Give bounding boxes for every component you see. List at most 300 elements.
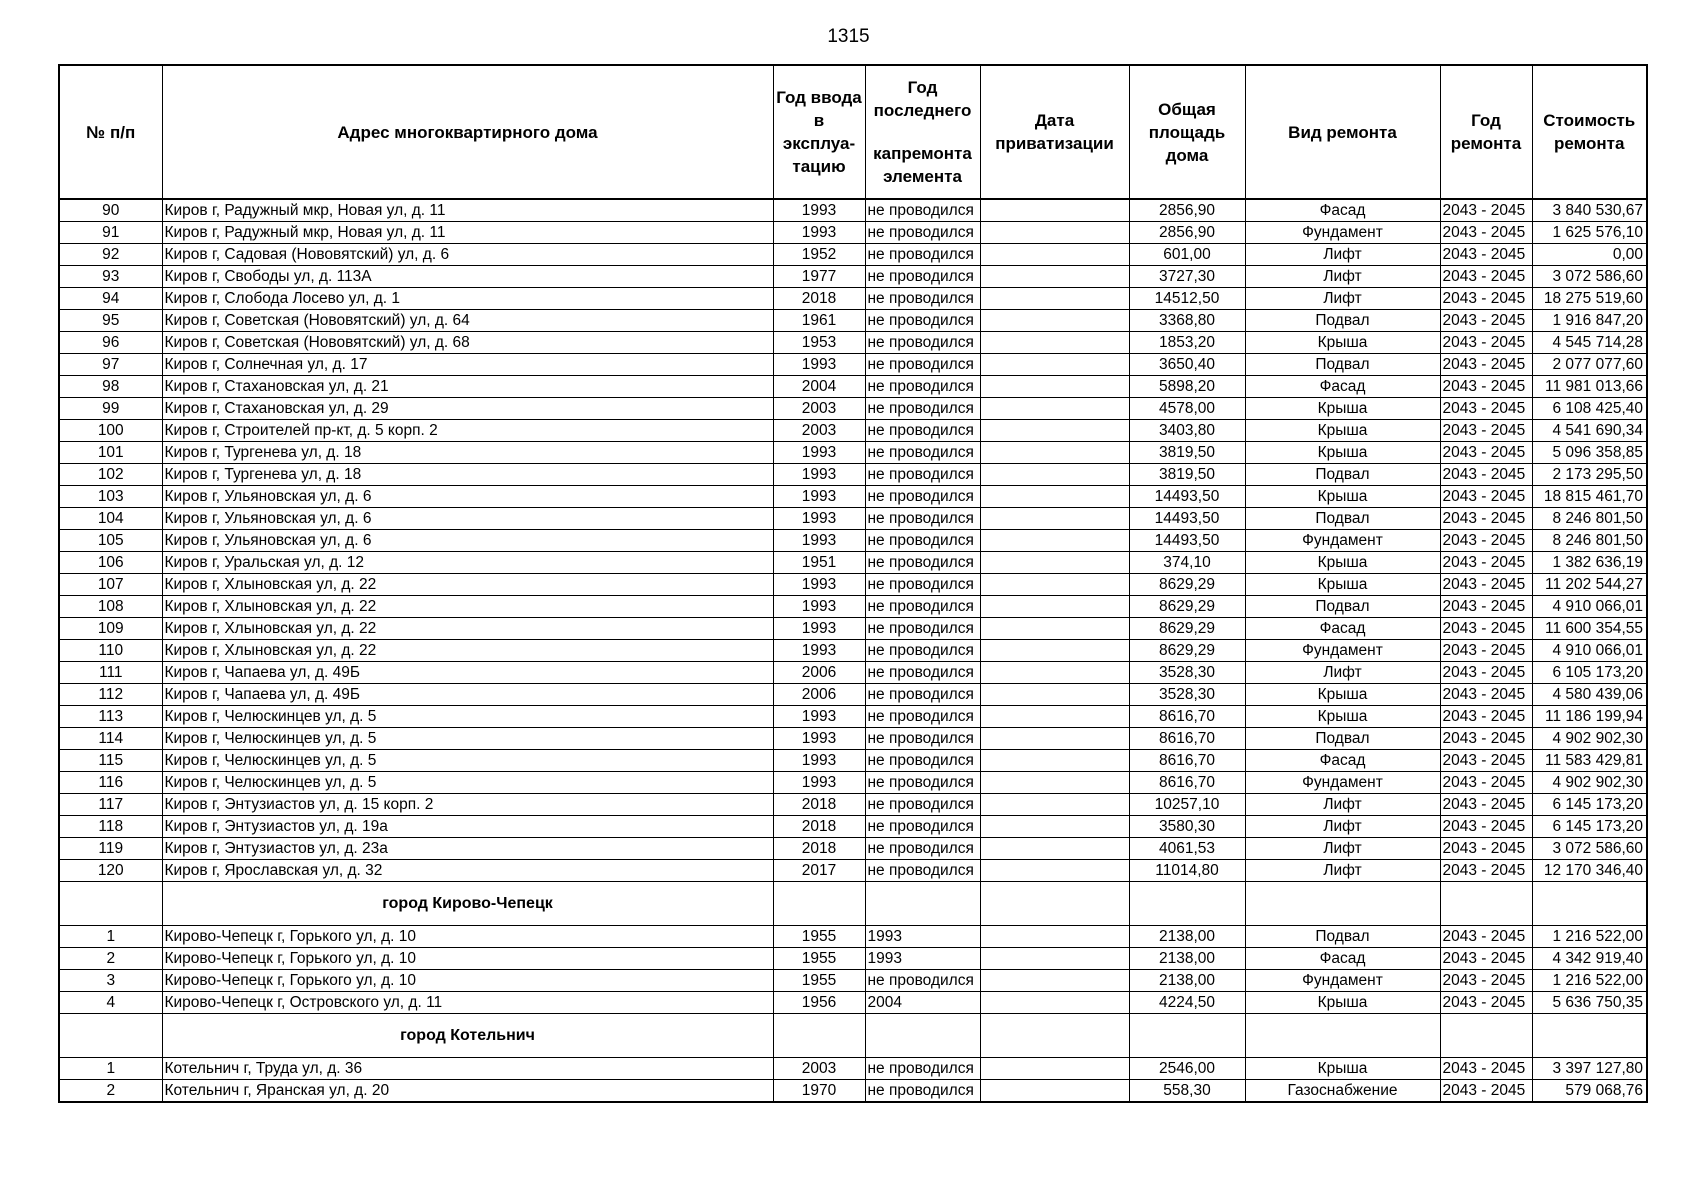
- cell-repair-period: 2043 - 2045: [1440, 310, 1532, 332]
- cell-repair-cost: 18 275 519,60: [1532, 288, 1647, 310]
- cell-address: Киров г, Радужный мкр, Новая ул, д. 11: [162, 199, 773, 222]
- cell-repair-period: 2043 - 2045: [1440, 574, 1532, 596]
- cell-num: 92: [59, 244, 162, 266]
- cell-num: 97: [59, 354, 162, 376]
- cell-repair-cost: 3 072 586,60: [1532, 838, 1647, 860]
- table-row: [59, 838, 1647, 860]
- empty-cell: [59, 1014, 162, 1058]
- cell-repair-cost: 4 580 439,06: [1532, 684, 1647, 706]
- cell-last-repair: не проводился: [865, 464, 980, 486]
- cell-repair-cost: 0,00: [1532, 244, 1647, 266]
- cell-total-area: 4224,50: [1129, 992, 1245, 1014]
- cell-last-repair: не проводился: [865, 442, 980, 464]
- empty-cell: [59, 882, 162, 926]
- cell-privatization-date: [980, 948, 1129, 970]
- cell-repair-type: Лифт: [1245, 838, 1440, 860]
- cell-privatization-date: [980, 640, 1129, 662]
- cell-year-commission: 1993: [773, 772, 865, 794]
- cell-total-area: 558,30: [1129, 1080, 1245, 1103]
- cell-repair-type: Лифт: [1245, 860, 1440, 882]
- table-row: [59, 288, 1647, 310]
- cell-repair-period: 2043 - 2045: [1440, 199, 1532, 222]
- cell-total-area: 3819,50: [1129, 464, 1245, 486]
- cell-repair-period: 2043 - 2045: [1440, 420, 1532, 442]
- cell-num: 120: [59, 860, 162, 882]
- header-repair-year: Год ремонта: [1440, 65, 1532, 199]
- cell-last-repair: не проводился: [865, 728, 980, 750]
- cell-year-commission: 1955: [773, 970, 865, 992]
- cell-address: Киров г, Садовая (Нововятский) ул, д. 6: [162, 244, 773, 266]
- cell-total-area: 2138,00: [1129, 948, 1245, 970]
- cell-repair-period: 2043 - 2045: [1440, 288, 1532, 310]
- cell-last-repair: не проводился: [865, 266, 980, 288]
- cell-repair-type: Крыша: [1245, 420, 1440, 442]
- header-repair-type: Вид ремонта: [1245, 65, 1440, 199]
- table-row: [59, 948, 1647, 970]
- cell-num: 95: [59, 310, 162, 332]
- table-row: [59, 618, 1647, 640]
- section-title: город Котельнич: [162, 1014, 773, 1058]
- empty-cell: [1245, 1014, 1440, 1058]
- cell-address: Киров г, Хлыновская ул, д. 22: [162, 574, 773, 596]
- cell-repair-type: Фундамент: [1245, 222, 1440, 244]
- header-year-last-repair-bottom: капремонта элемента: [873, 144, 972, 186]
- cell-repair-period: 2043 - 2045: [1440, 244, 1532, 266]
- cell-last-repair: не проводился: [865, 486, 980, 508]
- cell-repair-cost: 4 342 919,40: [1532, 948, 1647, 970]
- cell-num: 100: [59, 420, 162, 442]
- cell-last-repair: не проводился: [865, 838, 980, 860]
- cell-privatization-date: [980, 706, 1129, 728]
- cell-total-area: 5898,20: [1129, 376, 1245, 398]
- table-row: [59, 464, 1647, 486]
- header-address: Адрес многоквартирного дома: [162, 65, 773, 199]
- cell-repair-type: Крыша: [1245, 684, 1440, 706]
- cell-year-commission: 1993: [773, 618, 865, 640]
- table-row: [59, 794, 1647, 816]
- page-number: 1315: [827, 26, 870, 47]
- cell-repair-cost: 3 072 586,60: [1532, 266, 1647, 288]
- cell-repair-period: 2043 - 2045: [1440, 992, 1532, 1014]
- header-privatization-date: Дата приватизации: [980, 65, 1129, 199]
- cell-num: 113: [59, 706, 162, 728]
- cell-repair-type: Фундамент: [1245, 970, 1440, 992]
- cell-repair-type: Фасад: [1245, 750, 1440, 772]
- cell-repair-period: 2043 - 2045: [1440, 948, 1532, 970]
- cell-address: Котельнич г, Труда ул, д. 36: [162, 1058, 773, 1080]
- empty-cell: [1440, 882, 1532, 926]
- cell-num: 1: [59, 1058, 162, 1080]
- cell-num: 90: [59, 199, 162, 222]
- cell-repair-period: 2043 - 2045: [1440, 486, 1532, 508]
- cell-num: 103: [59, 486, 162, 508]
- cell-repair-period: 2043 - 2045: [1440, 552, 1532, 574]
- cell-total-area: 8616,70: [1129, 706, 1245, 728]
- cell-privatization-date: [980, 332, 1129, 354]
- cell-repair-cost: 6 105 173,20: [1532, 662, 1647, 684]
- cell-num: 116: [59, 772, 162, 794]
- cell-total-area: 3580,30: [1129, 816, 1245, 838]
- cell-repair-cost: 1 216 522,00: [1532, 926, 1647, 948]
- cell-repair-cost: 2 173 295,50: [1532, 464, 1647, 486]
- cell-num: 4: [59, 992, 162, 1014]
- table-row: [59, 244, 1647, 266]
- cell-total-area: 4061,53: [1129, 838, 1245, 860]
- cell-address: Киров г, Челюскинцев ул, д. 5: [162, 706, 773, 728]
- cell-last-repair: не проводился: [865, 640, 980, 662]
- cell-privatization-date: [980, 508, 1129, 530]
- cell-year-commission: 1993: [773, 354, 865, 376]
- cell-repair-type: Фундамент: [1245, 530, 1440, 552]
- cell-repair-period: 2043 - 2045: [1440, 772, 1532, 794]
- cell-privatization-date: [980, 992, 1129, 1014]
- cell-total-area: 8616,70: [1129, 772, 1245, 794]
- cell-address: Кирово-Чепецк г, Горького ул, д. 10: [162, 926, 773, 948]
- cell-total-area: 14493,50: [1129, 486, 1245, 508]
- cell-year-commission: 2018: [773, 816, 865, 838]
- cell-total-area: 11014,80: [1129, 860, 1245, 882]
- cell-repair-period: 2043 - 2045: [1440, 266, 1532, 288]
- table-row: [59, 926, 1647, 948]
- empty-cell: [980, 1014, 1129, 1058]
- cell-repair-period: 2043 - 2045: [1440, 860, 1532, 882]
- table-row: [59, 970, 1647, 992]
- cell-year-commission: 1951: [773, 552, 865, 574]
- cell-last-repair: 1993: [865, 948, 980, 970]
- cell-repair-cost: 6 145 173,20: [1532, 816, 1647, 838]
- table-row: [59, 728, 1647, 750]
- cell-year-commission: 1993: [773, 222, 865, 244]
- empty-cell: [773, 1014, 865, 1058]
- cell-repair-type: Лифт: [1245, 266, 1440, 288]
- cell-last-repair: не проводился: [865, 750, 980, 772]
- table-row: [59, 508, 1647, 530]
- header-repair-cost: Стоимость ремонта: [1532, 65, 1647, 199]
- cell-year-commission: 2018: [773, 288, 865, 310]
- cell-repair-cost: 1 216 522,00: [1532, 970, 1647, 992]
- cell-repair-type: Фасад: [1245, 199, 1440, 222]
- cell-repair-type: Подвал: [1245, 926, 1440, 948]
- cell-total-area: 8629,29: [1129, 596, 1245, 618]
- table-row: [59, 662, 1647, 684]
- cell-repair-cost: 11 583 429,81: [1532, 750, 1647, 772]
- cell-total-area: 374,10: [1129, 552, 1245, 574]
- cell-repair-type: Подвал: [1245, 354, 1440, 376]
- header-year-commission: Год ввода в эксплуа-тацию: [773, 65, 865, 199]
- cell-year-commission: 1952: [773, 244, 865, 266]
- table-row: [59, 442, 1647, 464]
- cell-num: 98: [59, 376, 162, 398]
- cell-num: 117: [59, 794, 162, 816]
- cell-repair-period: 2043 - 2045: [1440, 728, 1532, 750]
- cell-privatization-date: [980, 684, 1129, 706]
- cell-num: 3: [59, 970, 162, 992]
- cell-num: 111: [59, 662, 162, 684]
- cell-repair-cost: 11 600 354,55: [1532, 618, 1647, 640]
- cell-repair-cost: 6 145 173,20: [1532, 794, 1647, 816]
- cell-repair-type: Лифт: [1245, 288, 1440, 310]
- cell-repair-cost: 2 077 077,60: [1532, 354, 1647, 376]
- table-row: [59, 772, 1647, 794]
- cell-repair-period: 2043 - 2045: [1440, 816, 1532, 838]
- cell-privatization-date: [980, 464, 1129, 486]
- cell-year-commission: 2003: [773, 398, 865, 420]
- cell-repair-type: Фасад: [1245, 948, 1440, 970]
- cell-year-commission: 1993: [773, 508, 865, 530]
- cell-repair-type: Подвал: [1245, 508, 1440, 530]
- cell-last-repair: не проводился: [865, 420, 980, 442]
- cell-last-repair: 2004: [865, 992, 980, 1014]
- cell-year-commission: 1993: [773, 574, 865, 596]
- cell-repair-type: Крыша: [1245, 486, 1440, 508]
- cell-total-area: 3819,50: [1129, 442, 1245, 464]
- header-year-last-repair: [865, 65, 980, 199]
- cell-privatization-date: [980, 266, 1129, 288]
- cell-repair-type: Фасад: [1245, 618, 1440, 640]
- cell-year-commission: 1993: [773, 486, 865, 508]
- cell-total-area: 8629,29: [1129, 618, 1245, 640]
- cell-total-area: 4578,00: [1129, 398, 1245, 420]
- section-header-row: [59, 1014, 1647, 1058]
- cell-year-commission: 1956: [773, 992, 865, 1014]
- cell-address: Киров г, Челюскинцев ул, д. 5: [162, 728, 773, 750]
- cell-privatization-date: [980, 552, 1129, 574]
- cell-repair-cost: 5 096 358,85: [1532, 442, 1647, 464]
- cell-address: Кирово-Чепецк г, Горького ул, д. 10: [162, 970, 773, 992]
- cell-repair-period: 2043 - 2045: [1440, 1058, 1532, 1080]
- cell-last-repair: не проводился: [865, 684, 980, 706]
- cell-year-commission: 1953: [773, 332, 865, 354]
- cell-total-area: 8629,29: [1129, 640, 1245, 662]
- cell-repair-type: Подвал: [1245, 310, 1440, 332]
- cell-privatization-date: [980, 970, 1129, 992]
- cell-repair-type: Крыша: [1245, 398, 1440, 420]
- cell-repair-type: Лифт: [1245, 244, 1440, 266]
- cell-last-repair: не проводился: [865, 772, 980, 794]
- cell-repair-cost: 1 916 847,20: [1532, 310, 1647, 332]
- cell-num: 96: [59, 332, 162, 354]
- cell-repair-period: 2043 - 2045: [1440, 970, 1532, 992]
- table-row: [59, 640, 1647, 662]
- cell-privatization-date: [980, 222, 1129, 244]
- table-row: [59, 376, 1647, 398]
- cell-privatization-date: [980, 662, 1129, 684]
- cell-repair-cost: 6 108 425,40: [1532, 398, 1647, 420]
- cell-year-commission: 1970: [773, 1080, 865, 1103]
- cell-repair-type: Фундамент: [1245, 772, 1440, 794]
- cell-repair-type: Подвал: [1245, 728, 1440, 750]
- cell-repair-period: 2043 - 2045: [1440, 750, 1532, 772]
- cell-year-commission: 1993: [773, 199, 865, 222]
- cell-address: Киров г, Ульяновская ул, д. 6: [162, 530, 773, 552]
- table-row: [59, 992, 1647, 1014]
- cell-repair-cost: 4 545 714,28: [1532, 332, 1647, 354]
- table-row: [59, 420, 1647, 442]
- header-num: № п/п: [59, 65, 162, 199]
- cell-repair-period: 2043 - 2045: [1440, 838, 1532, 860]
- cell-repair-type: Крыша: [1245, 574, 1440, 596]
- cell-repair-cost: 4 910 066,01: [1532, 640, 1647, 662]
- section-header-row: [59, 882, 1647, 926]
- cell-repair-period: 2043 - 2045: [1440, 662, 1532, 684]
- cell-last-repair: не проводился: [865, 199, 980, 222]
- cell-last-repair: не проводился: [865, 244, 980, 266]
- cell-num: 1: [59, 926, 162, 948]
- cell-total-area: 3727,30: [1129, 266, 1245, 288]
- cell-repair-cost: 11 186 199,94: [1532, 706, 1647, 728]
- cell-repair-period: 2043 - 2045: [1440, 332, 1532, 354]
- cell-repair-period: 2043 - 2045: [1440, 618, 1532, 640]
- cell-total-area: 2856,90: [1129, 199, 1245, 222]
- cell-address: Киров г, Тургенева ул, д. 18: [162, 442, 773, 464]
- cell-repair-type: Газоснабжение: [1245, 1080, 1440, 1103]
- cell-last-repair: не проводился: [865, 530, 980, 552]
- cell-num: 118: [59, 816, 162, 838]
- cell-repair-cost: 3 397 127,80: [1532, 1058, 1647, 1080]
- cell-last-repair: не проводился: [865, 574, 980, 596]
- cell-num: 101: [59, 442, 162, 464]
- cell-total-area: 14512,50: [1129, 288, 1245, 310]
- cell-address: Киров г, Советская (Нововятский) ул, д. 68: [162, 332, 773, 354]
- cell-repair-period: 2043 - 2045: [1440, 442, 1532, 464]
- cell-repair-period: 2043 - 2045: [1440, 684, 1532, 706]
- empty-cell: [865, 882, 980, 926]
- cell-num: 119: [59, 838, 162, 860]
- cell-repair-cost: 1 625 576,10: [1532, 222, 1647, 244]
- cell-num: 105: [59, 530, 162, 552]
- cell-repair-type: Крыша: [1245, 706, 1440, 728]
- cell-num: 93: [59, 266, 162, 288]
- cell-repair-cost: 4 541 690,34: [1532, 420, 1647, 442]
- cell-last-repair: не проводился: [865, 662, 980, 684]
- cell-address: Киров г, Чапаева ул, д. 49Б: [162, 684, 773, 706]
- cell-privatization-date: [980, 199, 1129, 222]
- cell-year-commission: 1993: [773, 464, 865, 486]
- cell-year-commission: 1955: [773, 926, 865, 948]
- table-row: [59, 310, 1647, 332]
- cell-repair-type: Лифт: [1245, 662, 1440, 684]
- cell-total-area: 3403,80: [1129, 420, 1245, 442]
- cell-num: 106: [59, 552, 162, 574]
- cell-total-area: 3650,40: [1129, 354, 1245, 376]
- cell-year-commission: 2017: [773, 860, 865, 882]
- cell-address: Киров г, Ульяновская ул, д. 6: [162, 486, 773, 508]
- cell-total-area: 2138,00: [1129, 970, 1245, 992]
- empty-cell: [980, 882, 1129, 926]
- cell-address: Киров г, Слобода Лосево ул, д. 1: [162, 288, 773, 310]
- header-row: [59, 65, 1647, 199]
- cell-repair-period: 2043 - 2045: [1440, 640, 1532, 662]
- cell-privatization-date: [980, 1058, 1129, 1080]
- table-row: [59, 398, 1647, 420]
- cell-year-commission: 2004: [773, 376, 865, 398]
- cell-address: Киров г, Солнечная ул, д. 17: [162, 354, 773, 376]
- cell-num: 2: [59, 1080, 162, 1103]
- cell-total-area: 601,00: [1129, 244, 1245, 266]
- cell-repair-period: 2043 - 2045: [1440, 794, 1532, 816]
- empty-cell: [1532, 1014, 1647, 1058]
- cell-last-repair: не проводился: [865, 860, 980, 882]
- table-row: [59, 332, 1647, 354]
- table-row: [59, 750, 1647, 772]
- cell-total-area: 2546,00: [1129, 1058, 1245, 1080]
- empty-cell: [1532, 882, 1647, 926]
- cell-last-repair: не проводился: [865, 1080, 980, 1103]
- cell-repair-period: 2043 - 2045: [1440, 464, 1532, 486]
- cell-repair-type: Крыша: [1245, 552, 1440, 574]
- cell-total-area: 8616,70: [1129, 750, 1245, 772]
- table-row: [59, 706, 1647, 728]
- cell-num: 102: [59, 464, 162, 486]
- cell-year-commission: 1993: [773, 640, 865, 662]
- cell-total-area: 2138,00: [1129, 926, 1245, 948]
- cell-address: Киров г, Ульяновская ул, д. 6: [162, 508, 773, 530]
- cell-repair-period: 2043 - 2045: [1440, 926, 1532, 948]
- cell-repair-period: 2043 - 2045: [1440, 354, 1532, 376]
- cell-privatization-date: [980, 244, 1129, 266]
- cell-year-commission: 1993: [773, 530, 865, 552]
- cell-privatization-date: [980, 1080, 1129, 1103]
- table-row: [59, 266, 1647, 288]
- cell-repair-cost: 3 840 530,67: [1532, 199, 1647, 222]
- cell-address: Киров г, Энтузиастов ул, д. 23а: [162, 838, 773, 860]
- cell-privatization-date: [980, 376, 1129, 398]
- cell-repair-cost: 8 246 801,50: [1532, 530, 1647, 552]
- cell-num: 104: [59, 508, 162, 530]
- cell-privatization-date: [980, 750, 1129, 772]
- cell-repair-cost: 579 068,76: [1532, 1080, 1647, 1103]
- cell-num: 110: [59, 640, 162, 662]
- cell-year-commission: 1993: [773, 596, 865, 618]
- cell-privatization-date: [980, 618, 1129, 640]
- cell-last-repair: не проводился: [865, 332, 980, 354]
- table-row: [59, 199, 1647, 222]
- table-row: [59, 552, 1647, 574]
- cell-repair-period: 2043 - 2045: [1440, 508, 1532, 530]
- cell-address: Киров г, Челюскинцев ул, д. 5: [162, 772, 773, 794]
- cell-privatization-date: [980, 530, 1129, 552]
- cell-privatization-date: [980, 926, 1129, 948]
- table-row: [59, 574, 1647, 596]
- cell-address: Киров г, Тургенева ул, д. 18: [162, 464, 773, 486]
- cell-address: Киров г, Советская (Нововятский) ул, д. 64: [162, 310, 773, 332]
- cell-total-area: 3528,30: [1129, 684, 1245, 706]
- cell-repair-type: Фундамент: [1245, 640, 1440, 662]
- cell-year-commission: 2006: [773, 684, 865, 706]
- cell-privatization-date: [980, 420, 1129, 442]
- cell-repair-type: Подвал: [1245, 596, 1440, 618]
- cell-num: 94: [59, 288, 162, 310]
- cell-privatization-date: [980, 728, 1129, 750]
- cell-last-repair: не проводился: [865, 596, 980, 618]
- cell-last-repair: не проводился: [865, 508, 980, 530]
- table-row: [59, 354, 1647, 376]
- cell-address: Киров г, Хлыновская ул, д. 22: [162, 596, 773, 618]
- cell-total-area: 3368,80: [1129, 310, 1245, 332]
- table-row: [59, 530, 1647, 552]
- cell-address: Кирово-Чепецк г, Островского ул, д. 11: [162, 992, 773, 1014]
- cell-repair-type: Подвал: [1245, 464, 1440, 486]
- cell-repair-period: 2043 - 2045: [1440, 530, 1532, 552]
- cell-address: Киров г, Челюскинцев ул, д. 5: [162, 750, 773, 772]
- repair-register-table: [58, 64, 1648, 1103]
- cell-address: Киров г, Хлыновская ул, д. 22: [162, 618, 773, 640]
- cell-repair-cost: 8 246 801,50: [1532, 508, 1647, 530]
- cell-privatization-date: [980, 772, 1129, 794]
- cell-privatization-date: [980, 310, 1129, 332]
- cell-year-commission: 1955: [773, 948, 865, 970]
- cell-last-repair: не проводился: [865, 1058, 980, 1080]
